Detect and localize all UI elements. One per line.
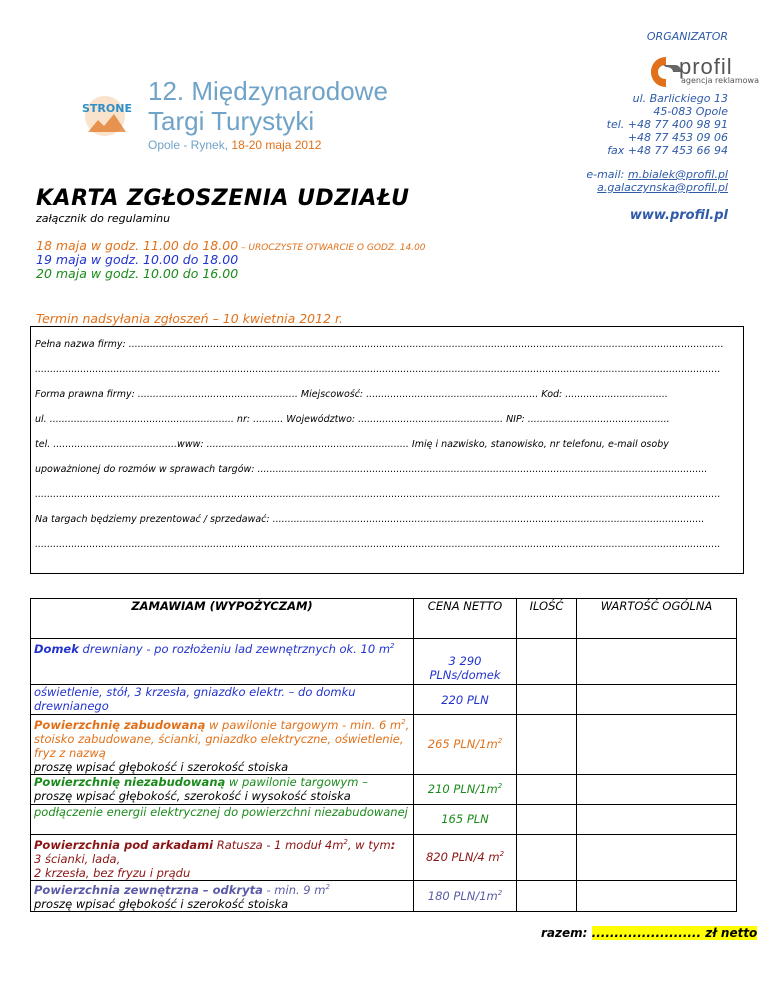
table-header-row bbox=[31, 599, 737, 639]
field-legal-form-city-zip[interactable]: Forma prawna firmy: ..................................................... Miejscowość: ......................................................... Kod: .................................. bbox=[35, 389, 668, 400]
profil-logo-text: profil bbox=[679, 54, 733, 79]
qty-cell[interactable] bbox=[517, 685, 577, 715]
row-price: 265 PLN/$1m^2$ bbox=[414, 715, 517, 775]
email-link-2[interactable]: a.galaczynska@profil.pl bbox=[597, 181, 728, 194]
total-cell[interactable] bbox=[577, 880, 737, 912]
total-cell[interactable] bbox=[577, 804, 737, 834]
field-street-voivodeship-nip[interactable]: ul. ............................................................. nr: .......... Województwo: ................................................ NIP: ............................................... bbox=[35, 414, 670, 425]
field-products-cont[interactable]: ................................................................................................................................................................................................................................... bbox=[35, 539, 721, 550]
event-title-line2: Targi Turystyki bbox=[148, 106, 315, 136]
total-cell[interactable] bbox=[577, 834, 737, 880]
total-cell[interactable] bbox=[577, 685, 737, 715]
event-title-line1: 12. Międzynarodowe bbox=[148, 76, 388, 106]
row-price: 3 290 PLNs/domek bbox=[414, 639, 517, 685]
date-line-2: 19 maja w godz. 10.00 do 18.00 bbox=[36, 252, 239, 267]
field-company-name[interactable]: Pełna nazwa firmy: ..................................................................................................................................................................................................... bbox=[35, 339, 724, 350]
event-place-dates: Opole - Rynek, 18-20 maja 2012 bbox=[148, 138, 322, 152]
event-logo-icon bbox=[78, 92, 133, 140]
row-desc: podłączenie energii elektrycznej do powierzchni niezabudowanej bbox=[31, 804, 414, 834]
header-item: ZAMAWIAM (WYPOŻYCZAM) bbox=[31, 599, 414, 639]
table-row bbox=[31, 639, 737, 685]
table-row bbox=[31, 685, 737, 715]
qty-cell[interactable] bbox=[517, 774, 577, 804]
total-cell[interactable] bbox=[577, 639, 737, 685]
field-contact-person[interactable]: upoważnionej do rozmów w sprawach targów: ..................................................................................................................................................... bbox=[35, 464, 708, 475]
organizer-label: ORGANIZATOR bbox=[646, 30, 728, 43]
total-summary: razem: ........................ zł netto bbox=[541, 926, 758, 940]
qty-cell[interactable] bbox=[517, 834, 577, 880]
organizer-emails: e-mail: m.bialek@profil.pl a.galaczynska@profil.pl bbox=[586, 168, 728, 194]
submission-deadline: Termin nadsyłania zgłoszeń – 10 kwietnia 2012 r. bbox=[36, 311, 343, 326]
field-company-name-cont[interactable]: ................................................................................................................................................................................................................................... bbox=[35, 364, 721, 375]
qty-cell[interactable] bbox=[517, 715, 577, 775]
table-row bbox=[31, 774, 737, 804]
date-line-1: 18 maja w godz. 11.00 do 18.00 – UROCZYSTE OTWARCIE O GODZ. 14.00 bbox=[36, 238, 426, 253]
header-price: CENA NETTO bbox=[414, 599, 517, 639]
field-phone-www-contact[interactable]: tel. .........................................www: ................................................................... Imię i nazwisko, stanowisko, nr telefonu, e-mail osoby bbox=[35, 439, 669, 450]
qty-cell[interactable] bbox=[517, 880, 577, 912]
total-cell[interactable] bbox=[577, 715, 737, 775]
website-link[interactable]: www.profil.pl bbox=[629, 208, 728, 223]
profil-logo-tagline: agencja reklamowa bbox=[681, 76, 759, 85]
row-price: 220 PLN bbox=[414, 685, 517, 715]
row-price: 180 PLN/$1m^2$ bbox=[414, 880, 517, 912]
row-desc: Powierzchnię zabudowaną w pawilonie targowym - min. 6 $m^2$, stoisko zabudowane, ścianki, gniazdko elektryczne, oświetlenie, fryz z nazwą proszę wpisać głębokość i szerokość stoiska bbox=[31, 715, 414, 775]
table-row bbox=[31, 880, 737, 912]
email-link-1[interactable]: m.bialek@profil.pl bbox=[627, 168, 728, 181]
row-desc: Powierzchnia pod arkadami Ratusza - 1 moduł $4m^2$, w tym: 3 ścianki, lada, 2 krzesła, bez fryzu i prądu bbox=[31, 834, 414, 880]
table-row bbox=[31, 715, 737, 775]
total-input[interactable]: ........................ bbox=[591, 926, 702, 940]
row-desc: Domek drewniany - po rozłożeniu lad zewnętrznych ok. 10 $m^2$ bbox=[31, 639, 414, 685]
header-qty: ILOŚĆ bbox=[517, 599, 577, 639]
row-desc: Powierzchnia zewnętrzna – odkryta - min. 9 $m^2$ proszę wpisać głębokość i szerokość stoiska bbox=[31, 880, 414, 912]
row-desc: oświetlenie, stół, 3 krzesła, gniazdko elektr. – do domku drewnianego bbox=[31, 685, 414, 715]
page-subtitle: załącznik do regulaminu bbox=[36, 212, 171, 225]
table-row bbox=[31, 804, 737, 834]
header-total: WARTOŚĆ OGÓLNA bbox=[577, 599, 737, 639]
company-form bbox=[30, 326, 744, 574]
table-row bbox=[31, 834, 737, 880]
total-cell[interactable] bbox=[577, 774, 737, 804]
field-contact-person-cont[interactable]: ................................................................................................................................................................................................................................... bbox=[35, 489, 721, 500]
row-price: 820 PLN/4 $m^2$ bbox=[414, 834, 517, 880]
qty-cell[interactable] bbox=[517, 804, 577, 834]
event-logo-text: STRONE bbox=[82, 102, 132, 115]
row-desc: Powierzchnię niezabudowaną w pawilonie targowym – proszę wpisać głębokość, szerokość i wysokość stoiska bbox=[31, 774, 414, 804]
organizer-address: ul. Barlickiego 13 45-083 Opole tel. +48 77 400 98 91 +48 77 453 09 06 fax +48 77 453 66 94 bbox=[606, 92, 728, 157]
profil-logo-icon bbox=[649, 55, 683, 89]
row-price: 210 PLN/$1m^2$ bbox=[414, 774, 517, 804]
field-products[interactable]: Na targach będziemy prezentować / sprzedawać: ............................................................................................................................................... bbox=[35, 514, 705, 525]
order-table bbox=[30, 598, 737, 912]
qty-cell[interactable] bbox=[517, 639, 577, 685]
date-line-3: 20 maja w godz. 10.00 do 16.00 bbox=[36, 266, 239, 281]
row-price: 165 PLN bbox=[414, 804, 517, 834]
page-title: KARTA ZGŁOSZENIA UDZIAŁU bbox=[36, 186, 410, 211]
